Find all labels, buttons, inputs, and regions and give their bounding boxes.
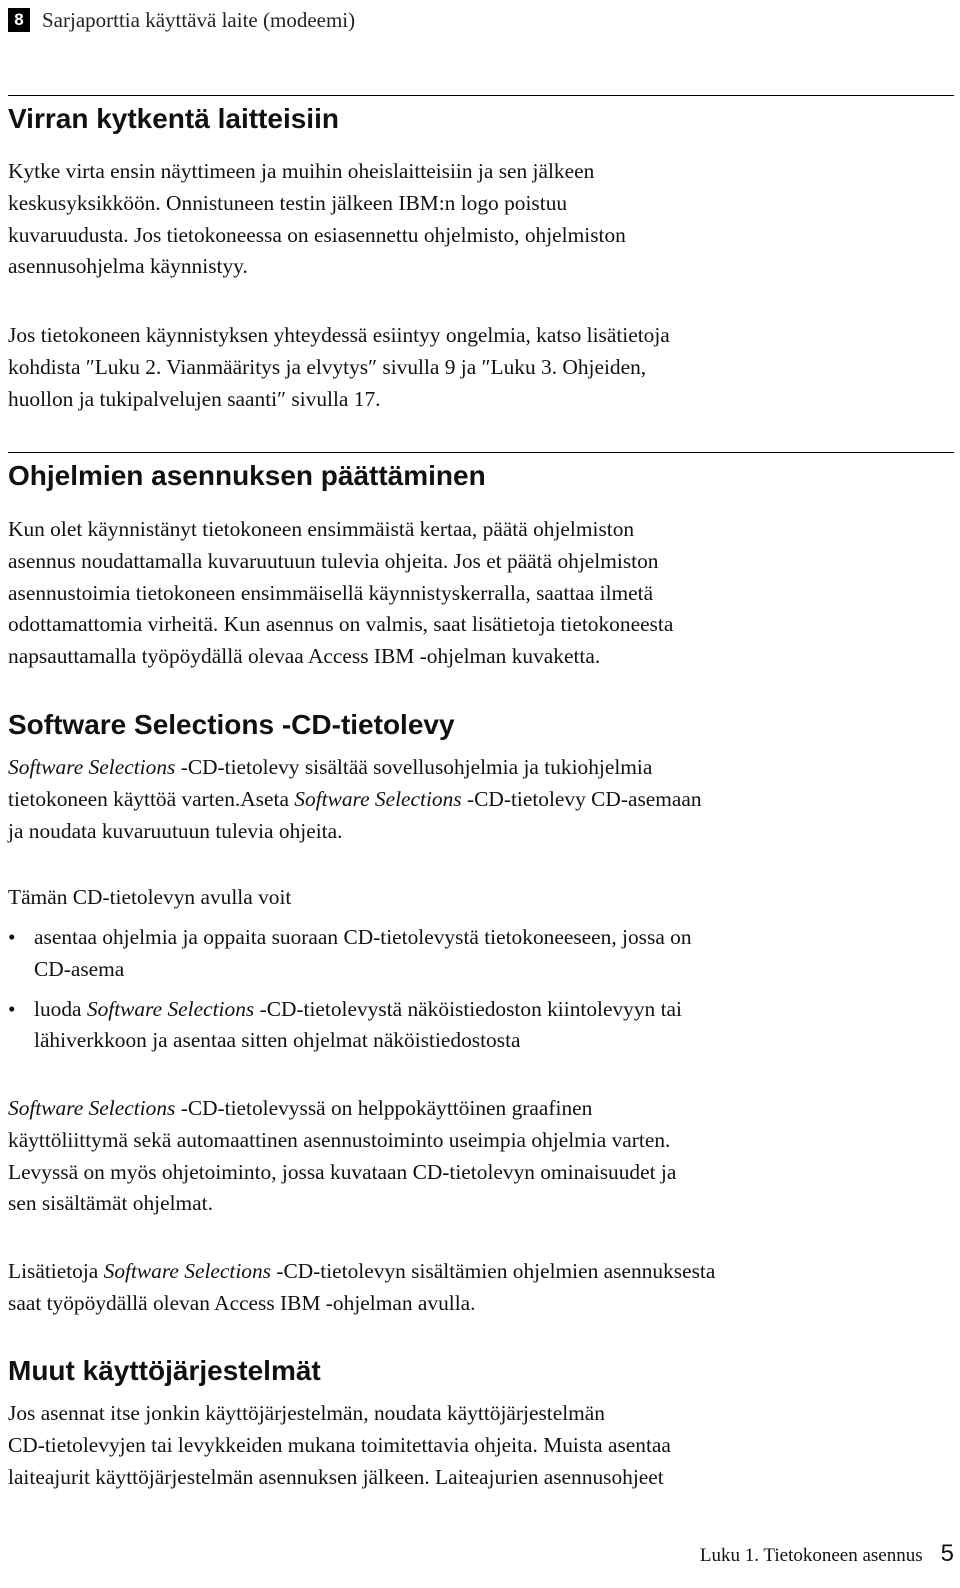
text-line: napsauttamalla työpöydällä olevaa Access IBM -ohjelman kuvaketta.: [8, 644, 601, 669]
paragraph-software-3: [8, 1093, 954, 1220]
text-line: Levyssä on myös ohjetoiminto, jossa kuvataan CD-tietolevyn ominaisuudet ja: [8, 1159, 677, 1184]
text-line: käyttöliittymä sekä automaattinen asennustoiminto useimpia ohjelmia varten.: [8, 1127, 671, 1152]
product-name: Software Selections: [294, 786, 462, 811]
text-line: [8, 1256, 954, 1288]
text-line: asennus noudattamalla kuvaruutuun tulevia ohjeita. Jos et päätä ohjelmiston: [8, 548, 659, 573]
running-title: Sarjaporttia käyttävä laite (modeemi): [42, 7, 356, 32]
text-segment: -CD-tietolevy sisältää sovellusohjelmia ja tukiohjelmia: [175, 755, 653, 779]
text-line: [34, 994, 954, 1026]
paragraph-other-os-1: [8, 1398, 954, 1493]
text-segment: -CD-tietolevystä näköistiedoston kiintolevyyn tai: [254, 996, 682, 1021]
text-segment: Lisätietoja: [8, 1259, 104, 1283]
text-line: Tämän CD-tietolevyn avulla voit: [8, 885, 292, 909]
text-line: CD-tietolevyjen tai levykkeiden mukana toimitettavia ohjeita. Muista asentaa: [8, 1432, 671, 1457]
text-line: asennustoimia tietokoneen ensimmäisellä käynnistyskerralla, saattaa ilmetä: [8, 580, 654, 605]
chapter-number-badge: 8: [8, 8, 30, 32]
text-segment: -CD-tietolevyssä on helppokäyttöinen graafinen: [175, 1096, 593, 1120]
text-line: huollon ja tukipalvelujen saanti″ sivulla 17.: [8, 386, 381, 411]
text-line: lähiverkkoon ja asentaa sitten ohjelmat näköistiedostosta: [34, 1028, 521, 1053]
text-line: Jos asennat itse jonkin käyttöjärjestelmän, noudata käyttöjärjestelmän: [8, 1401, 605, 1425]
paragraph-power-1: [8, 156, 954, 283]
text-line: asennusohjelma käynnistyy.: [8, 254, 248, 279]
page-number: 5: [940, 1540, 954, 1567]
section-rule: [8, 95, 954, 96]
text-line: asentaa ohjelmia ja oppaita suoraan CD-tietolevystä tietokoneeseen, jossa on: [34, 925, 692, 949]
text-line: [8, 784, 954, 816]
text-line: keskusyksikköön. Onnistuneen testin jälkeen IBM:n logo poistuu: [8, 190, 568, 215]
feature-list: [8, 922, 954, 1057]
text-segment: -CD-tietolevyn sisältämien ohjelmien asennuksesta: [270, 1259, 716, 1283]
text-line: CD-asema: [34, 956, 125, 981]
text-segment: luoda: [34, 996, 87, 1021]
list-item: [8, 922, 954, 986]
paragraph-software-4: [8, 1256, 954, 1320]
product-name: Software Selections: [86, 996, 255, 1021]
text-line: [8, 752, 954, 784]
footer-chapter-label: Luku 1. Tietokoneen asennus: [699, 1545, 923, 1566]
heading-finish-install: Ohjelmien asennuksen päättäminen: [8, 460, 486, 491]
product-name: Software Selections: [8, 1096, 176, 1120]
text-line: odottamattomia virheitä. Kun asennus on valmis, saat lisätietoja tietokoneesta: [8, 612, 674, 637]
text-line: ja noudata kuvaruutuun tulevia ohjeita.: [8, 818, 343, 843]
text-line: Jos tietokoneen käynnistyksen yhteydessä esiintyy ongelmia, katso lisätietoja: [8, 323, 670, 347]
running-header: [8, 6, 355, 34]
text-line: sen sisältämät ohjelmat.: [8, 1191, 213, 1216]
paragraph-power-2: [8, 320, 954, 415]
heading-other-os: Muut käyttöjärjestelmät: [8, 1355, 321, 1386]
section-rule: [8, 452, 954, 453]
bullet-icon: •: [8, 925, 16, 949]
text-line: [8, 1093, 954, 1125]
text-line: saat työpöydällä olevan Access IBM -ohjelman avulla.: [8, 1290, 476, 1315]
heading-software-selections: Software Selections -CD-tietolevy: [8, 709, 455, 740]
text-line: kohdista ″Luku 2. Vianmääritys ja elvytys″ sivulla 9 ja ″Luku 3. Ohjeiden,: [8, 354, 647, 379]
text-segment: tietokoneen käyttöä varten.Aseta: [8, 786, 295, 811]
text-line: Kytke virta ensin näyttimeen ja muihin oheislaitteisiin ja sen jälkeen: [8, 159, 595, 183]
text-line: kuvaruudusta. Jos tietokoneessa on esiasennettu ohjelmisto, ohjelmiston: [8, 222, 626, 247]
heading-power: Virran kytkentä laitteisiin: [8, 103, 339, 134]
bullet-icon: •: [8, 996, 16, 1021]
text-line: laiteajurit käyttöjärjestelmän asennuksen jälkeen. Laiteajurien asennusohjeet: [8, 1464, 664, 1489]
product-name: Software Selections: [8, 755, 176, 779]
paragraph-software-2: [8, 882, 954, 914]
paragraph-finish-1: [8, 514, 954, 673]
page-footer: [700, 1540, 954, 1568]
list-item: [8, 994, 954, 1058]
paragraph-software-1: [8, 752, 954, 847]
text-line: Kun olet käynnistänyt tietokoneen ensimmäistä kertaa, päätä ohjelmiston: [8, 517, 635, 541]
product-name: Software Selections: [103, 1259, 271, 1283]
text-segment: -CD-tietolevy CD-asemaan: [461, 786, 702, 811]
